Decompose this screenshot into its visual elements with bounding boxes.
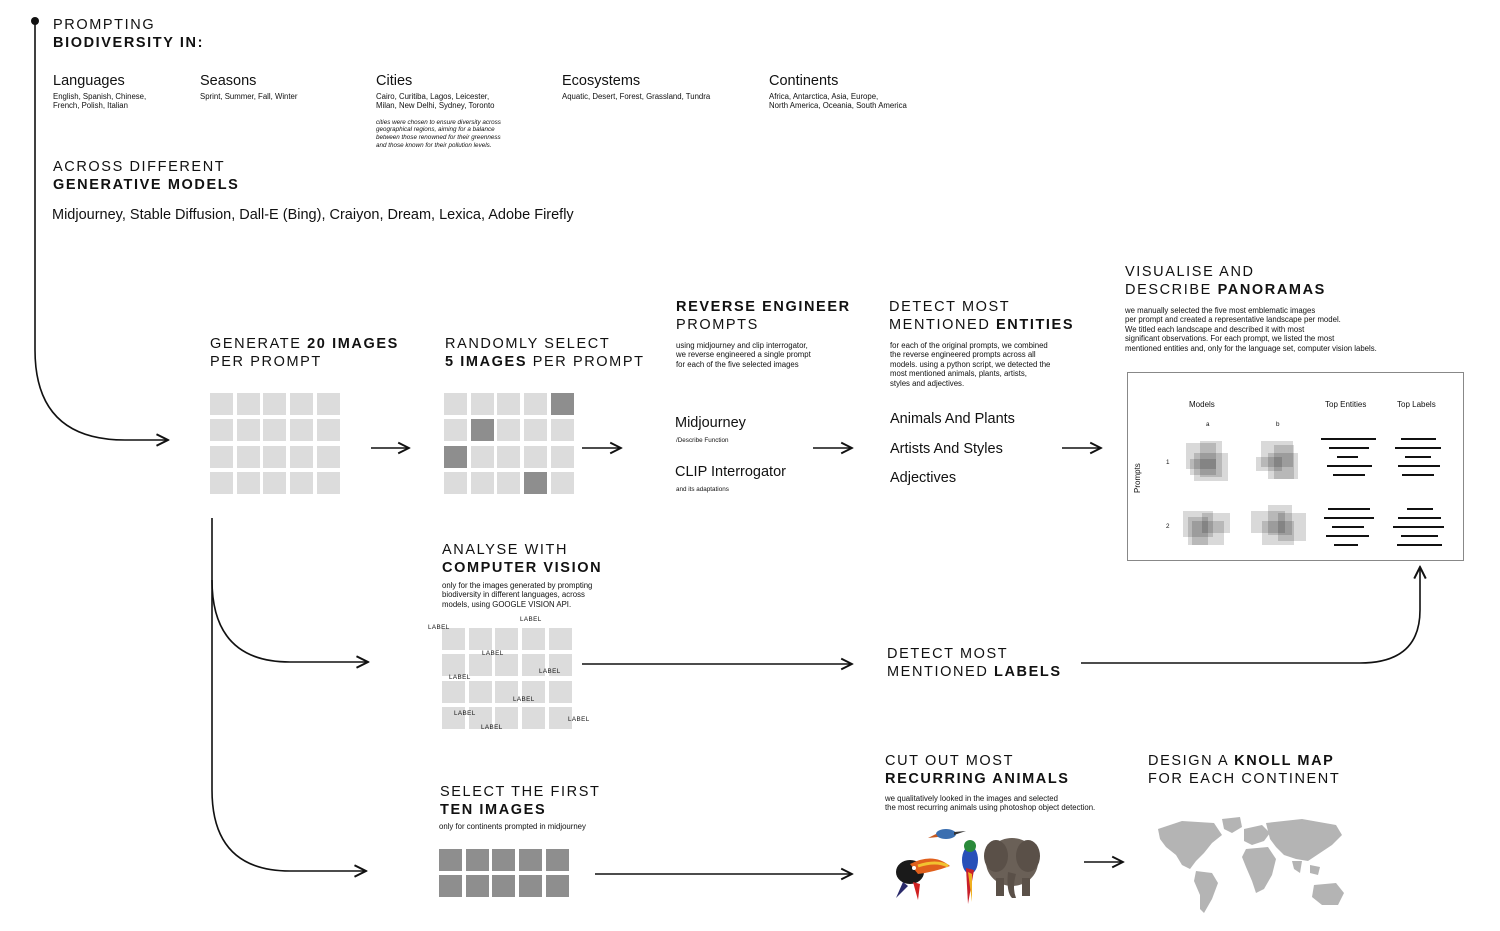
step-reverse-line1: REVERSE ENGINEER — [676, 299, 851, 315]
category-cities — [376, 73, 501, 149]
step-generate-bold: 20 IMAGES — [307, 336, 399, 352]
panel-graphics — [1128, 373, 1463, 560]
world-map-icon — [1152, 815, 1352, 921]
step-knoll-pre: DESIGN A — [1148, 753, 1235, 769]
image-thumbnail — [549, 681, 572, 703]
panorama-a2 — [1183, 511, 1230, 545]
image-thumbnail — [442, 681, 465, 703]
image-thumbnail — [495, 654, 518, 676]
image-thumbnail — [290, 419, 313, 441]
image-grid-20 — [210, 393, 340, 494]
image-thumbnail — [444, 446, 467, 468]
image-thumbnail — [497, 472, 520, 494]
animal-cutouts — [888, 822, 1048, 912]
panel-top-labels: Top Labels — [1397, 400, 1436, 409]
category-items: Africa, Antarctica, Asia, Europe, North America, Oceania, South America — [769, 92, 907, 111]
image-thumbnail — [522, 628, 545, 650]
image-thumbnail — [439, 875, 462, 897]
panorama-panel — [1127, 372, 1464, 561]
step-labels-title — [887, 646, 1062, 681]
step-panoramas-pre: DESCRIBE — [1125, 281, 1218, 298]
image-thumbnail — [519, 849, 542, 871]
image-thumbnail — [551, 446, 574, 468]
step-vision-bold: COMPUTER VISION — [442, 559, 603, 576]
image-thumbnail — [290, 446, 313, 468]
tool-clip-sub: and its adaptations — [676, 486, 729, 493]
tool-midjourney: Midjourney — [675, 415, 746, 431]
step-knoll-title — [1148, 753, 1340, 788]
step-first-ten-title — [440, 784, 600, 819]
image-thumbnail — [519, 875, 542, 897]
image-thumbnail — [444, 393, 467, 415]
panel-top-entities: Top Entities — [1325, 400, 1367, 409]
image-thumbnail — [471, 393, 494, 415]
image-grid-select-5 — [444, 393, 574, 494]
step-entities-title — [889, 299, 1074, 334]
panel-col-b: b — [1276, 421, 1280, 428]
panel-row-2: 2 — [1166, 523, 1170, 530]
step-reverse-title — [676, 299, 851, 334]
image-thumbnail — [317, 472, 340, 494]
vision-label-tag: LABEL — [449, 674, 471, 681]
image-thumbnail — [263, 472, 286, 494]
category-continents — [769, 73, 907, 111]
elephant-icon — [984, 838, 1040, 898]
entity-artists-styles: Artists And Styles — [890, 441, 1003, 457]
image-thumbnail — [471, 446, 494, 468]
panorama-a1 — [1186, 441, 1228, 481]
entity-animals-plants: Animals And Plants — [890, 411, 1015, 427]
step-first-ten-desc: only for continents prompted in midjourney — [439, 822, 586, 831]
step-entities-pre: MENTIONED — [889, 316, 997, 333]
category-name: Continents — [769, 73, 839, 89]
labels-bars-row1 — [1395, 439, 1441, 475]
image-thumbnail — [439, 849, 462, 871]
image-thumbnail — [290, 472, 313, 494]
step-panoramas-line1: VISUALISE AND — [1125, 264, 1255, 280]
entities-bars-row2 — [1324, 509, 1374, 545]
models-heading — [53, 159, 239, 194]
image-thumbnail — [263, 393, 286, 415]
models-list: Midjourney, Stable Diffusion, Dall-E (Bing), Craiyon, Dream, Lexica, Adobe Firefly — [52, 207, 574, 223]
panorama-b1 — [1256, 441, 1298, 479]
image-grid-first-ten — [439, 849, 569, 897]
image-thumbnail — [471, 419, 494, 441]
image-thumbnail — [210, 446, 233, 468]
image-thumbnail — [471, 472, 494, 494]
vision-label-tag: LABEL — [539, 668, 561, 675]
step-generate-pre: GENERATE — [210, 336, 308, 352]
image-thumbnail — [263, 419, 286, 441]
header-line2: BIODIVERSITY IN: — [53, 34, 205, 51]
step-reverse-line2: PROMPTS — [676, 316, 759, 333]
image-thumbnail — [551, 472, 574, 494]
image-thumbnail — [497, 393, 520, 415]
step-knoll-bold: KNOLL MAP — [1234, 753, 1335, 769]
category-items: Cairo, Curitiba, Lagos, Leicester, Milan, New Delhi, Sydney, Toronto — [376, 92, 495, 111]
category-name: Seasons — [200, 73, 257, 89]
image-thumbnail — [444, 419, 467, 441]
step-labels-line1: DETECT MOST — [887, 646, 1009, 662]
toucan-icon — [896, 858, 950, 900]
image-thumbnail — [549, 628, 572, 650]
image-thumbnail — [497, 446, 520, 468]
panorama-b2 — [1251, 505, 1306, 545]
image-thumbnail — [466, 875, 489, 897]
panel-col-a: a — [1206, 421, 1210, 428]
image-thumbnail — [497, 419, 520, 441]
header-line1: PROMPTING — [53, 17, 156, 33]
step-animals-title — [885, 753, 1070, 788]
image-thumbnail — [237, 446, 260, 468]
step-animals-bold: RECURRING ANIMALS — [885, 770, 1070, 787]
category-name: Ecosystems — [562, 73, 641, 89]
image-thumbnail — [210, 419, 233, 441]
image-thumbnail — [492, 875, 515, 897]
entity-adjectives: Adjectives — [890, 470, 957, 486]
step-entities-bold: ENTITIES — [996, 316, 1075, 333]
cities-note: cities were chosen to ensure diversity across geographical regions, aiming for a balance between those renowned for their greenness and those known for their pollution levels. — [376, 118, 501, 149]
category-items: English, Spanish, Chinese, French, Polish, Italian — [53, 92, 147, 111]
step-random-bold: 5 IMAGES — [445, 353, 528, 370]
image-thumbnail — [263, 446, 286, 468]
image-thumbnail — [524, 472, 547, 494]
image-thumbnail — [546, 875, 569, 897]
image-thumbnail — [551, 419, 574, 441]
image-thumbnail — [210, 472, 233, 494]
image-thumbnail — [237, 393, 260, 415]
branch-to-first-ten — [212, 580, 366, 871]
image-thumbnail — [442, 654, 465, 676]
vision-label-tag: LABEL — [428, 624, 450, 631]
step-vision-line1: ANALYSE WITH — [442, 542, 569, 558]
category-items: Aquatic, Desert, Forest, Grassland, Tundra — [562, 92, 711, 101]
image-thumbnail — [469, 628, 492, 650]
vision-label-tag: LABEL — [482, 650, 504, 657]
image-thumbnail — [466, 849, 489, 871]
category-ecosystems — [562, 73, 710, 101]
image-thumbnail — [290, 393, 313, 415]
image-thumbnail — [492, 849, 515, 871]
image-thumbnail — [210, 393, 233, 415]
step-panoramas-bold: PANORAMAS — [1217, 281, 1326, 298]
step-entities-desc: for each of the original prompts, we combined the reverse engineered prompts across all models. using a python script, we detected the most mentioned animals, plants, artists, styles and adjectives. — [890, 341, 1051, 388]
image-thumbnail — [546, 849, 569, 871]
labels-bars-row2 — [1393, 509, 1444, 545]
arrow-labels-to-panoramas — [1081, 567, 1420, 663]
vision-label-tag: LABEL — [513, 696, 535, 703]
image-thumbnail — [237, 472, 260, 494]
image-thumbnail — [522, 707, 545, 729]
step-random-title — [445, 336, 645, 371]
step-labels-pre: MENTIONED — [887, 663, 995, 680]
vision-label-tag: LABEL — [520, 616, 542, 623]
step-generate-title — [210, 336, 399, 371]
image-thumbnail — [551, 393, 574, 415]
models-heading-line2: GENERATIVE MODELS — [53, 176, 240, 193]
vision-label-tag: LABEL — [481, 724, 503, 731]
image-thumbnail — [524, 419, 547, 441]
step-animals-line1: CUT OUT MOST — [885, 753, 1015, 769]
tool-clip-interrogator: CLIP Interrogator — [675, 464, 786, 480]
category-seasons — [200, 73, 297, 101]
image-thumbnail — [317, 446, 340, 468]
step-knoll-line2: FOR EACH CONTINENT — [1148, 770, 1341, 787]
image-thumbnail — [469, 681, 492, 703]
step-first-ten-bold: TEN IMAGES — [440, 801, 547, 818]
step-vision-title — [442, 542, 602, 577]
image-thumbnail — [524, 393, 547, 415]
header-title — [53, 17, 204, 52]
category-name: Languages — [53, 73, 125, 89]
step-generate-line2: PER PROMPT — [210, 353, 322, 370]
tool-midjourney-sub: /Describe Function — [676, 437, 729, 444]
branch-to-vision — [212, 518, 368, 662]
panel-row-1: 1 — [1166, 459, 1170, 466]
image-thumbnail — [444, 472, 467, 494]
image-thumbnail — [469, 654, 492, 676]
category-languages — [53, 73, 146, 111]
vision-label-tag: LABEL — [568, 716, 590, 723]
category-items: Sprint, Summer, Fall, Winter — [200, 92, 298, 101]
panel-prompts-axis: Prompts — [1133, 463, 1142, 493]
step-panoramas-title — [1125, 264, 1326, 299]
step-vision-desc: only for the images generated by prompting biodiversity in different languages, across models, using GOOGLE VISION API. — [442, 581, 593, 609]
step-random-line1: RANDOMLY SELECT — [445, 336, 611, 352]
image-thumbnail — [495, 628, 518, 650]
kingfisher-icon — [928, 829, 966, 839]
image-thumbnail — [317, 419, 340, 441]
image-thumbnail — [317, 393, 340, 415]
models-heading-line1: ACROSS DIFFERENT — [53, 159, 226, 175]
panel-models-label: Models — [1189, 400, 1215, 409]
macaw-icon — [962, 840, 978, 904]
step-panoramas-desc: we manually selected the five most emblematic images per prompt and created a representative landscape per model. We titled each landscape and described it with most significant observations. For each prompt, we listed the most mentioned entities and, only for the language set, computer vision labels. — [1125, 306, 1377, 353]
image-thumbnail — [442, 628, 465, 650]
entities-bars-row1 — [1321, 439, 1376, 475]
step-animals-desc: we qualitatively looked in the images and selected the most recurring animals using photoshop object detection. — [885, 794, 1096, 813]
step-reverse-desc: using midjourney and clip interrogator, we reverse engineered a single prompt for each of the five selected images — [676, 341, 811, 369]
vision-label-tag: LABEL — [454, 710, 476, 717]
image-thumbnail — [237, 419, 260, 441]
step-first-ten-line1: SELECT THE FIRST — [440, 784, 601, 800]
step-random-post: PER PROMPT — [527, 353, 645, 370]
step-labels-bold: LABELS — [994, 663, 1062, 680]
category-name: Cities — [376, 73, 413, 89]
step-entities-line1: DETECT MOST — [889, 299, 1011, 315]
image-thumbnail — [524, 446, 547, 468]
